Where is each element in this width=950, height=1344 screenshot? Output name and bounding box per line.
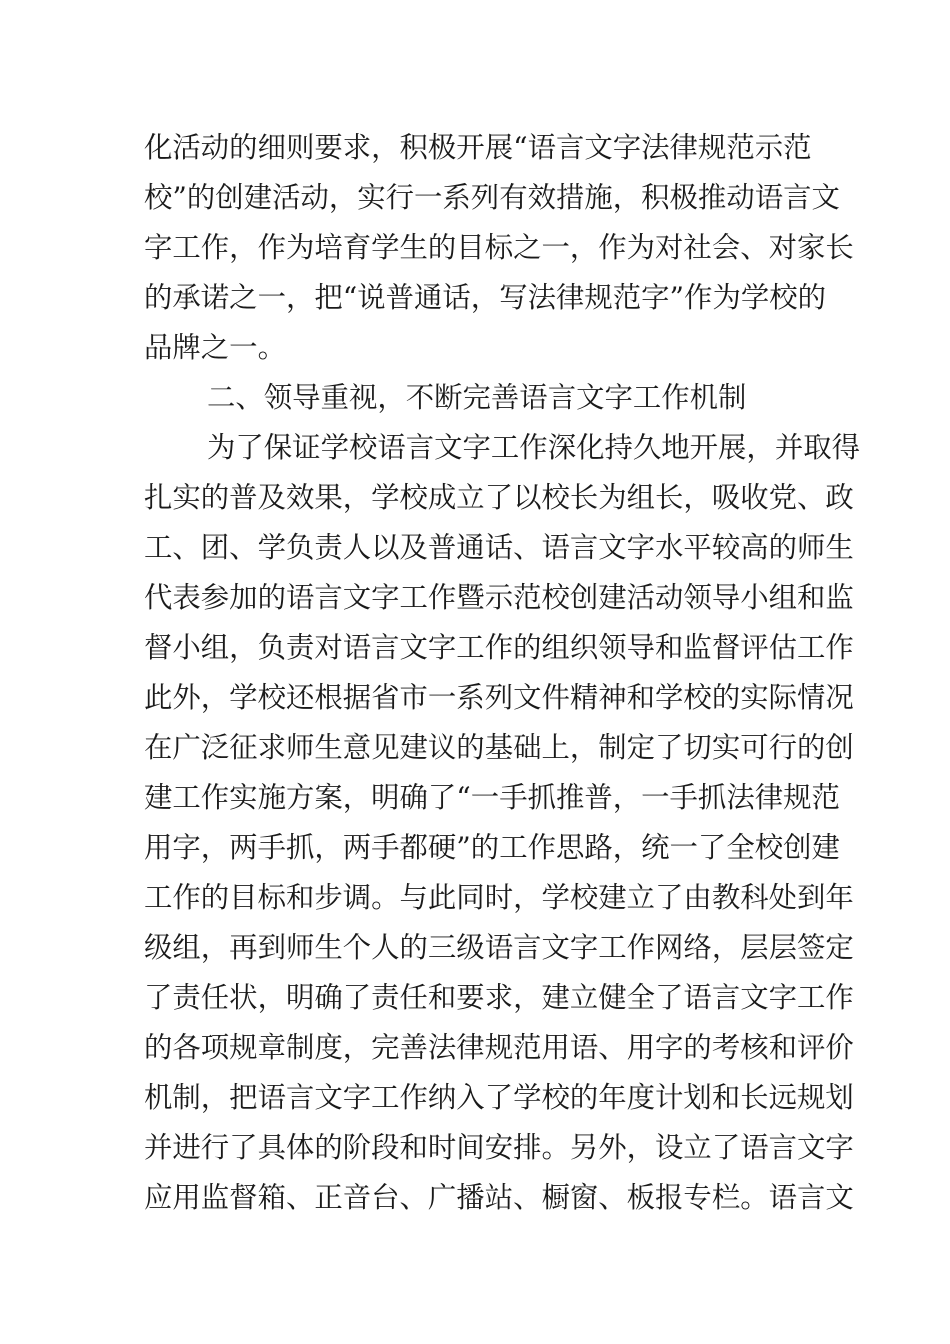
paragraph-line-1: 化活动的细则要求，积极开展“语言文字法律规范示范 (144, 131, 812, 164)
paragraph-line-8: 扎实的普及效果，学校成立了以校长为组长，吸收党、政 (144, 481, 854, 514)
paragraph-line-7: 为了保证学校语言文字工作深化持久地开展，并取得 (207, 431, 860, 464)
paragraph-line-4: 的承诺之一，把“说普通话，写法律规范字”作为学校的 (144, 281, 827, 314)
paragraph-line-2: 校”的创建活动，实行一系列有效措施，积极推动语言文 (144, 181, 840, 214)
paragraph-line-18: 了责任状，明确了责任和要求，建立健全了语言文字工作 (144, 981, 854, 1014)
paragraph-line-3: 字工作，作为培育学生的目标之一，作为对社会、对家长 (144, 231, 854, 264)
paragraph-line-14: 建工作实施方案，明确了“一手抓推普，一手抓法律规范 (144, 781, 840, 814)
paragraph-line-13: 在广泛征求师生意见建议的基础上，制定了切实可行的创 (144, 731, 854, 764)
paragraph-line-10: 代表参加的语言文字工作暨示范校创建活动领导小组和监 (144, 581, 854, 614)
paragraph-line-22: 应用监督箱、正音台、广播站、橱窗、板报专栏。语言文 (144, 1181, 854, 1214)
section-heading: 二、领导重视，不断完善语言文字工作机制 (207, 381, 747, 414)
paragraph-line-19: 的各项规章制度，完善法律规范用语、用字的考核和评价 (144, 1031, 854, 1064)
paragraph-line-20: 机制，把语言文字工作纳入了学校的年度计划和长远规划 (144, 1081, 854, 1114)
paragraph-line-17: 级组，再到师生个人的三级语言文字工作网络，层层签定 (144, 931, 854, 964)
paragraph-line-12: 此外，学校还根据省市一系列文件精神和学校的实际情况 (144, 681, 854, 714)
paragraph-line-15: 用字，两手抓，两手都硬”的工作思路，统一了全校创建 (144, 831, 840, 864)
paragraph-line-9: 工、团、学负责人以及普通话、语言文字水平较高的师生 (144, 531, 854, 564)
paragraph-line-21: 并进行了具体的阶段和时间安排。另外，设立了语言文字 (144, 1131, 854, 1164)
paragraph-line-11: 督小组，负责对语言文字工作的组织领导和监督评估工作 (144, 631, 854, 664)
paragraph-line-16: 工作的目标和步调。与此同时，学校建立了由教科处到年 (144, 881, 854, 914)
paragraph-line-5: 品牌之一。 (144, 331, 286, 364)
